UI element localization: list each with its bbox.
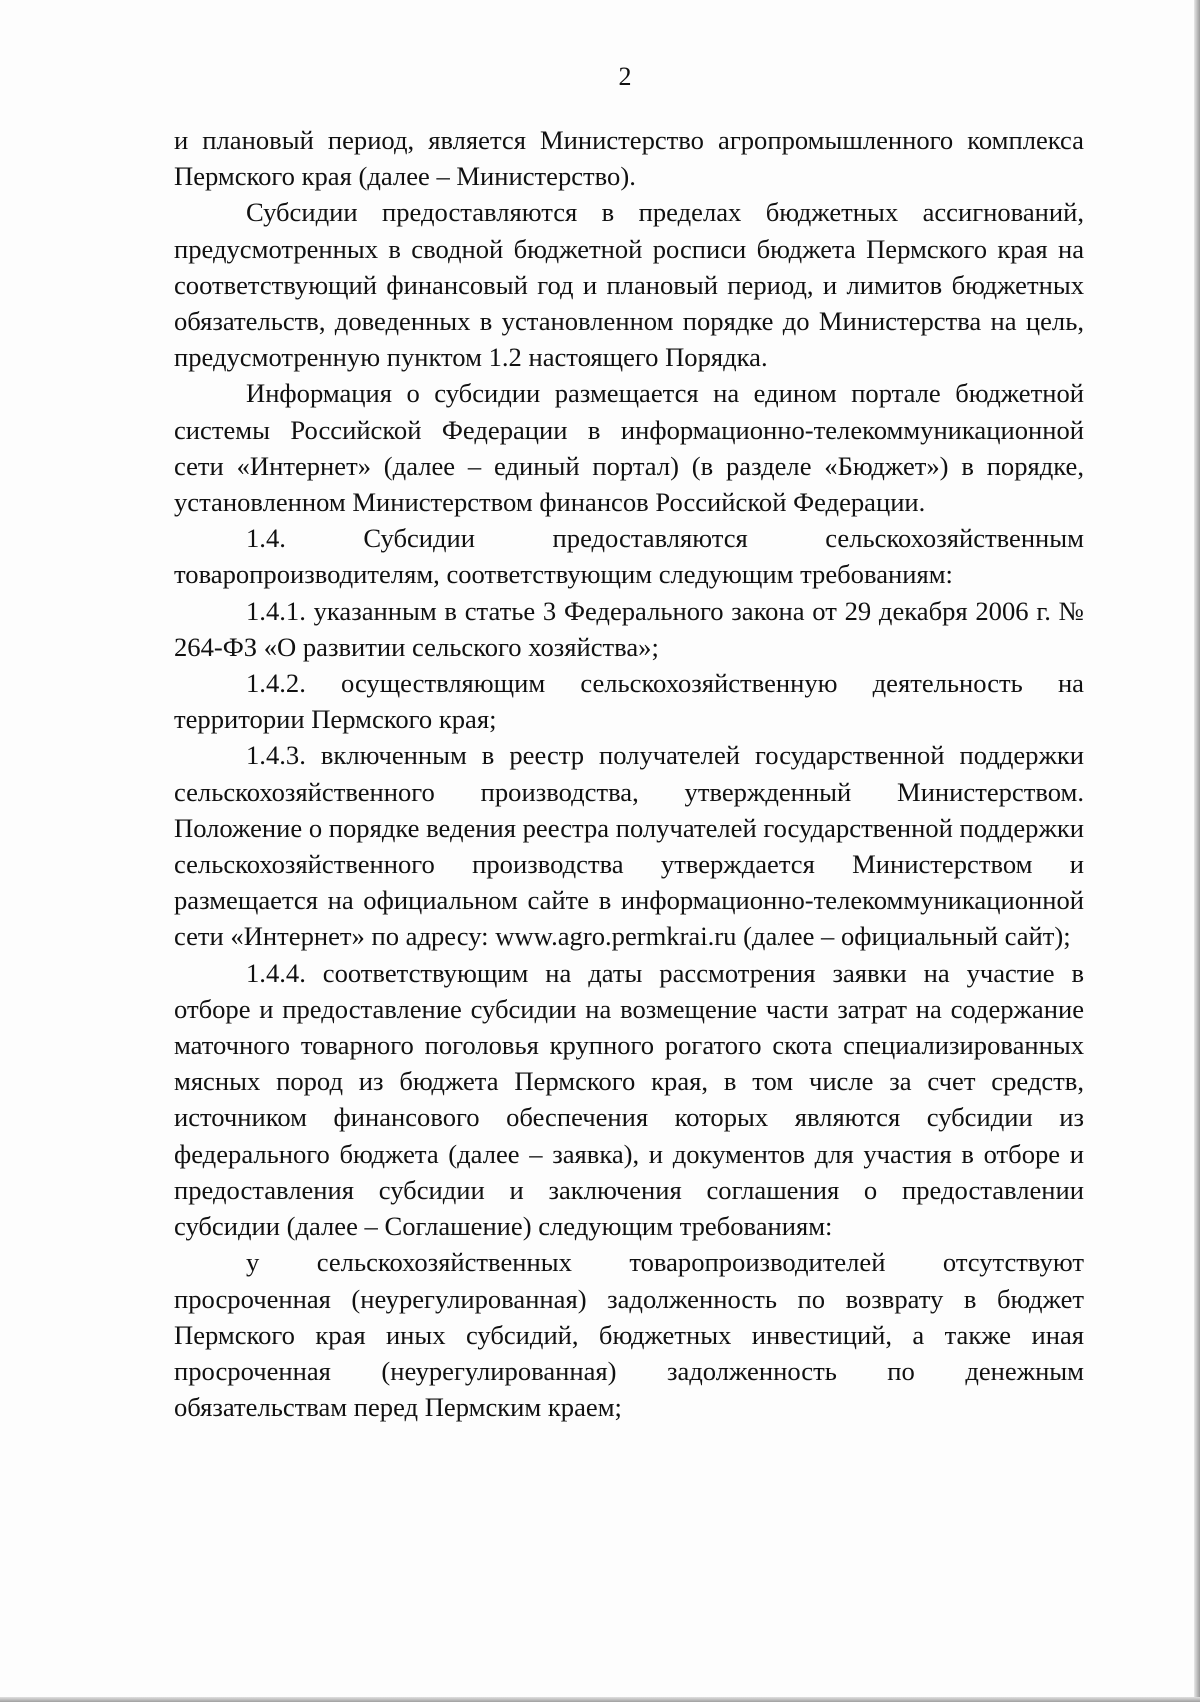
paragraph: 1.4.3. включенным в реестр получателей государственной поддержки сельскохозяйственного производства, утвержденный Министерством. Положение о порядке ведения реестра получателей государственной поддержки сельскохозяйственного производства утверждается Министерством и размещается на официальном сайте в информационно-телекоммуникационной сети «Интернет» по адресу: www.agro.permkrai.ru (далее – официальный сайт);: [174, 740, 1084, 952]
paragraph: 1.4. Субсидии предоставляются сельскохозяйственным товаропроизводителям, соответствующим следующим требованиям:: [174, 523, 1084, 590]
paragraph: у сельскохозяйственных товаропроизводителей отсутствуют просроченная (неурегулированная) задолженность по возврату в бюджет Пермского края иных субсидий, бюджетных инвестиций, а также иная просроченная (неурегулированная) задолженность по денежным обязательствам перед Пермским краем;: [174, 1247, 1084, 1423]
paragraph: Информация о субсидии размещается на едином портале бюджетной системы Российской Федерации в информационно-телекоммуникационной сети «Интернет» (далее – единый портал) (в разделе «Бюджет») в порядке, установленном Министерством финансов Российской Федерации.: [174, 378, 1084, 518]
page-number: 2: [618, 62, 632, 91]
paragraph: и плановый период, является Министерство агропромышленного комплекса Пермского края (далее – Министерство).: [174, 125, 1084, 192]
paragraph: Субсидии предоставляются в пределах бюджетных ассигнований, предусмотренных в сводной бюджетной росписи бюджета Пермского края на соответствующий финансовый год и плановый период, и лимитов бюджетных обязательств, доведенных в установленном порядке до Министерства на цель, предусмотренную пунктом 1.2 настоящего Порядка.: [174, 197, 1084, 373]
paragraph: 1.4.2. осуществляющим сельскохозяйственную деятельность на территории Пермского края;: [174, 668, 1084, 735]
scan-edge-shadow: [0, 1697, 1200, 1702]
paragraph: 1.4.4. соответствующим на даты рассмотрения заявки на участие в отборе и предоставление субсидии на возмещение части затрат на содержание маточного товарного поголовья крупного рогатого скота специализированных мясных пород из бюджета Пермского края, в том числе за счет средств, источником финансового обеспечения которых являются субсидии из федерального бюджета (далее – заявка), и документов для участия в отборе и предоставления субсидии и заключения соглашения о предоставлении субсидии (далее – Соглашение) следующим требованиям:: [174, 957, 1084, 1242]
paragraph: 1.4.1. указанным в статье 3 Федерального закона от 29 декабря 2006 г. № 264-ФЗ «О развитии сельского хозяйства»;: [174, 595, 1084, 662]
scan-edge-shadow: [1194, 0, 1200, 1702]
document-body: [174, 122, 1084, 1425]
